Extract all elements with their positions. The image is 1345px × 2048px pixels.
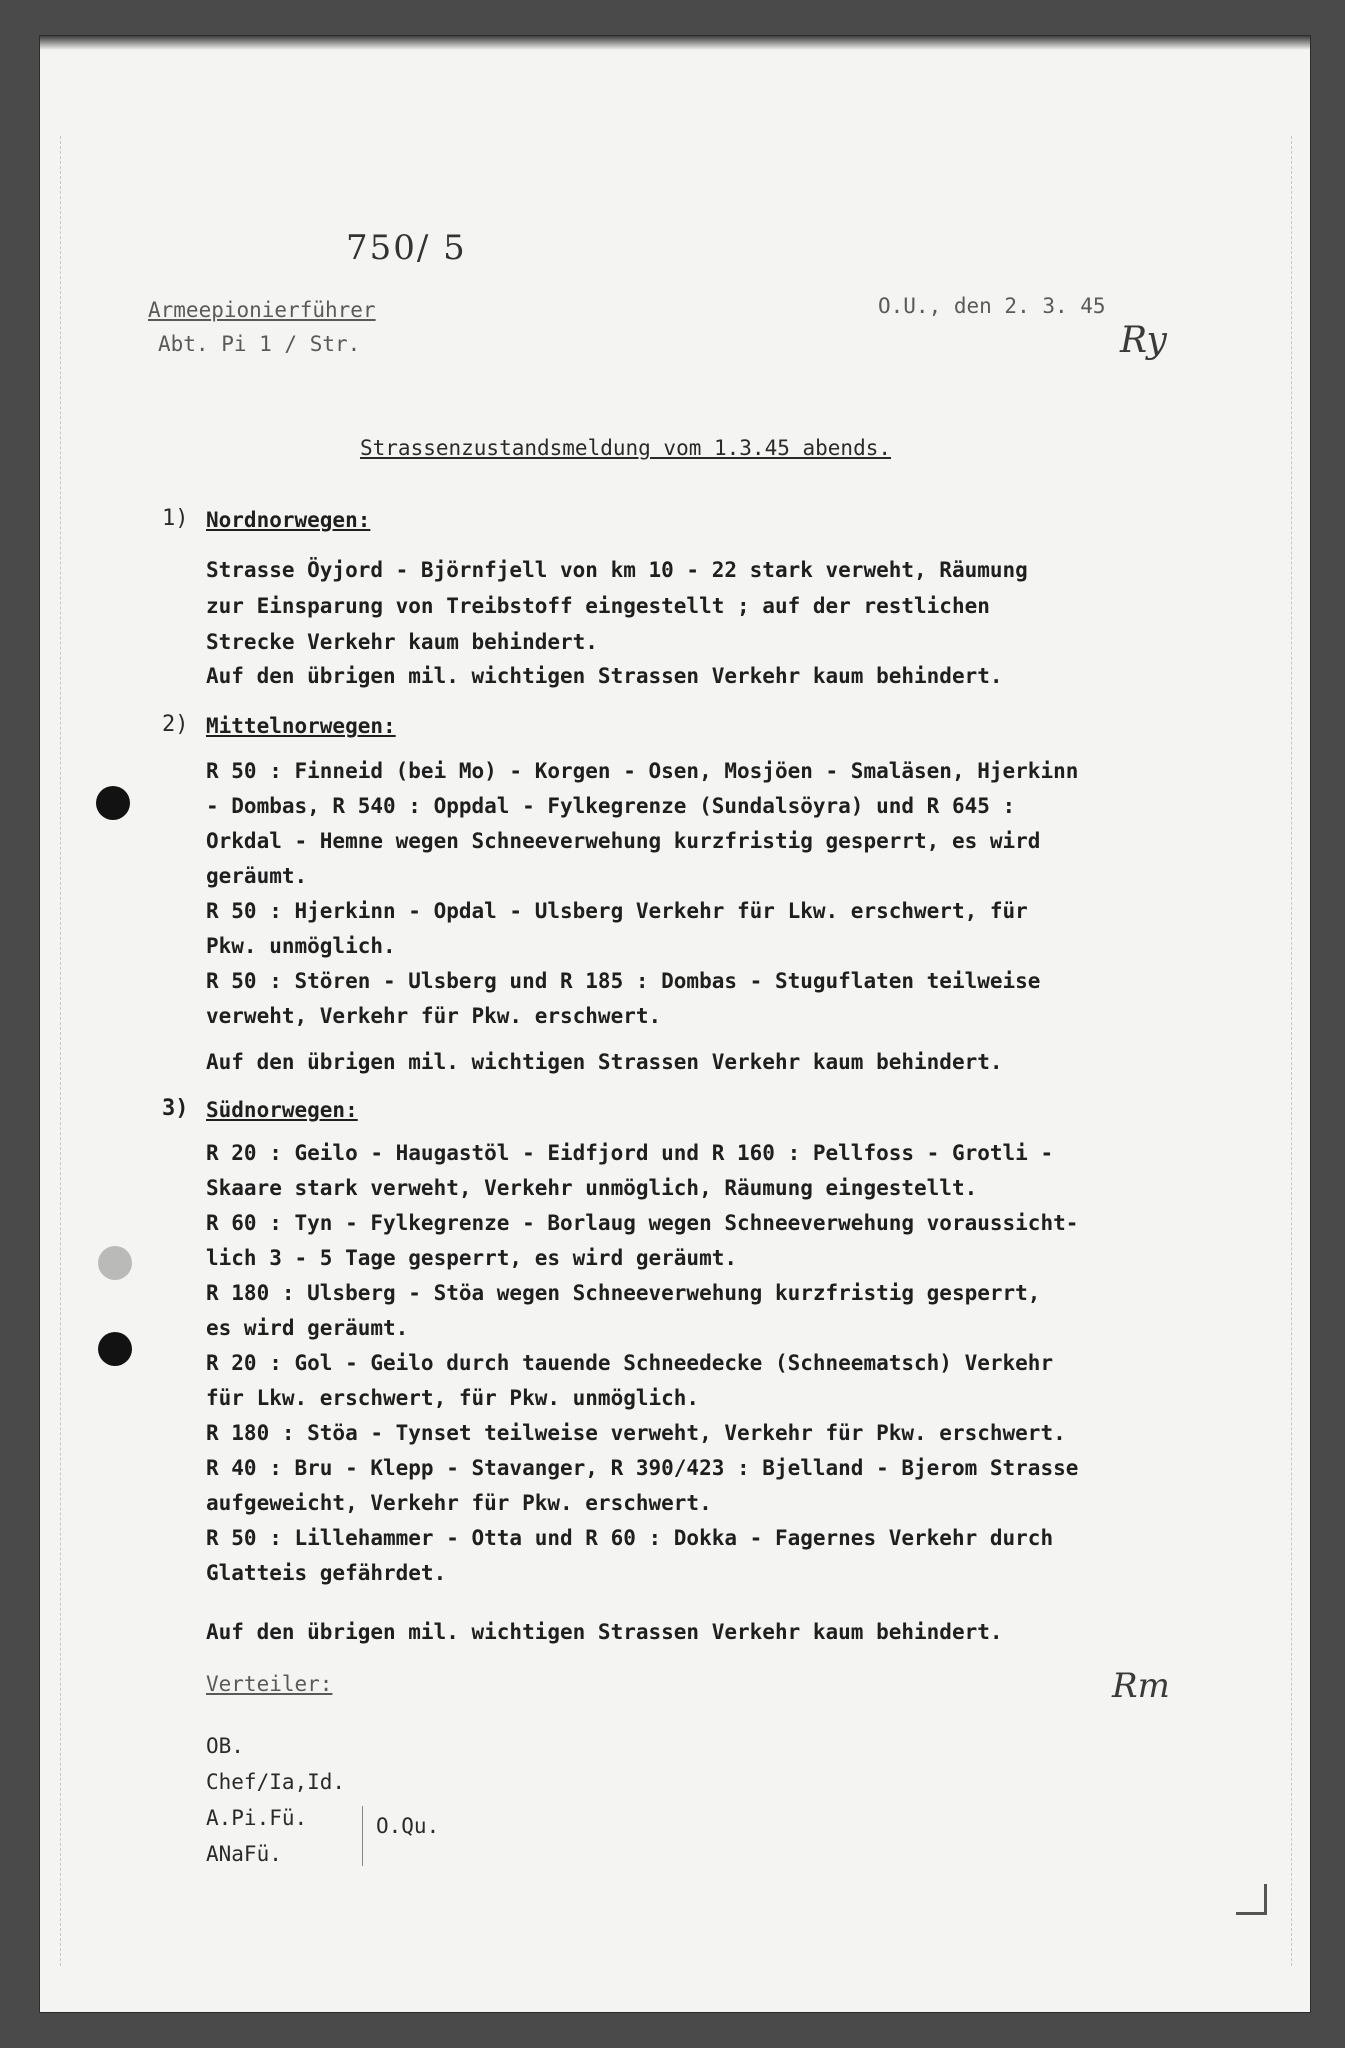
section-1-summary: Auf den übrigen mil. wichtigen Strassen Verkehr kaum behindert.: [206, 664, 1003, 688]
section-1-number: 1): [162, 506, 189, 531]
text-line: R 50 : Stören - Ulsberg und R 185 : Dombas - Stuguflaten teilweise: [206, 969, 1041, 993]
text-line: R 60 : Tyn - Fylkegrenze - Borlaug wegen Schneeverwehung voraussicht-: [206, 1211, 1079, 1235]
signature-initials: Rm: [1112, 1666, 1170, 1706]
section-3-heading: Südnorwegen:: [206, 1098, 358, 1122]
text-line: Orkdal - Hemne wegen Schneeverwehung kurzfristig gesperrt, es wird: [206, 829, 1041, 853]
section-2-paragraph: [206, 754, 1078, 1034]
text-line: für Lkw. erschwert, für Pkw. unmöglich.: [206, 1386, 700, 1410]
text-line: Strasse Öyjord - Björnfjell von km 10 - 22 stark verweht, Räumung: [206, 558, 1028, 582]
text-line: lich 3 - 5 Tage gesperrt, es wird geräumt.: [206, 1246, 738, 1270]
text-line: R 180 : Stöa - Tynset teilweise verweht, Verkehr für Pkw. erschwert.: [206, 1421, 1066, 1445]
document-page: [40, 36, 1310, 2012]
text-line: zur Einsparung von Treibstoff eingestellt ; auf der restlichen: [206, 594, 990, 618]
document-title: Strassenzustandsmeldung vom 1.3.45 abends.: [360, 436, 892, 460]
section-3-paragraph: [206, 1136, 1078, 1591]
text-line: geräumt.: [206, 864, 308, 888]
text-line: Glatteis gefährdet.: [206, 1561, 447, 1585]
text-line: R 20 : Geilo - Haugastöl - Eidfjord und R 160 : Pellfoss - Grotli -: [206, 1141, 1054, 1165]
recipient: A.Pi.Fü.: [206, 1806, 308, 1830]
distribution-list: [206, 1728, 345, 1872]
text-line: R 180 : Ulsberg - Stöa wegen Schneeverwehung kurzfristig gesperrt,: [206, 1281, 1041, 1305]
text-line: Pkw. unmöglich.: [206, 934, 396, 958]
sender-unit: Armeepionierführer: [148, 298, 376, 322]
handwritten-initials: Ry: [1120, 320, 1167, 361]
text-line: verweht, Verkehr für Pkw. erschwert.: [206, 1004, 662, 1028]
text-line: R 40 : Bru - Klepp - Stavanger, R 390/423 : Bjelland - Bjerom Strasse: [206, 1456, 1079, 1480]
divider-line: [362, 1806, 363, 1866]
document-number: 750/ 5: [346, 228, 467, 268]
punch-hole-top: [96, 786, 130, 820]
section-3-number: 3): [162, 1096, 189, 1121]
sender-department: Abt. Pi 1 / Str.: [158, 332, 361, 356]
section-2-number: 2): [162, 712, 189, 737]
text-line: R 20 : Gol - Geilo durch tauende Schneedecke (Schneematsch) Verkehr: [206, 1351, 1054, 1375]
section-2-heading: Mittelnorwegen:: [206, 714, 396, 738]
corner-mark: [1236, 1884, 1267, 1915]
text-line: Skaare stark verweht, Verkehr unmöglich, Räumung eingestellt.: [206, 1176, 978, 1200]
text-line: R 50 : Lillehammer - Otta und R 60 : Dokka - Fagernes Verkehr durch: [206, 1526, 1054, 1550]
text-line: es wird geräumt.: [206, 1316, 409, 1340]
recipient: OB.: [206, 1734, 244, 1758]
distribution-heading: Verteiler:: [206, 1672, 333, 1696]
recipient: Chef/Ia,Id.: [206, 1770, 346, 1794]
punch-hole-bottom: [98, 1332, 132, 1366]
section-1-heading: Nordnorwegen:: [206, 508, 371, 532]
place-date: O.U., den 2. 3. 45: [878, 294, 1106, 318]
text-line: Strecke Verkehr kaum behindert.: [206, 630, 598, 654]
section-3-summary: Auf den übrigen mil. wichtigen Strassen Verkehr kaum behindert.: [206, 1620, 1003, 1644]
copy-note: O.Qu.: [376, 1814, 440, 1838]
text-line: R 50 : Hjerkinn - Opdal - Ulsberg Verkehr für Lkw. erschwert, für: [206, 899, 1028, 923]
section-1-paragraph: [206, 552, 1028, 660]
section-2-summary: Auf den übrigen mil. wichtigen Strassen Verkehr kaum behindert.: [206, 1050, 1003, 1074]
scan-edge: [40, 36, 1310, 50]
text-line: - Dombas, R 540 : Oppdal - Fylkegrenze (Sundalsöyra) und R 645 :: [206, 794, 1016, 818]
text-line: R 50 : Finneid (bei Mo) - Korgen - Osen, Mosjöen - Smaläsen, Hjerkinn: [206, 759, 1079, 783]
recipient: ANaFü.: [206, 1842, 282, 1866]
text-line: aufgeweicht, Verkehr für Pkw. erschwert.: [206, 1491, 712, 1515]
punch-hole-ghost: [98, 1246, 132, 1280]
